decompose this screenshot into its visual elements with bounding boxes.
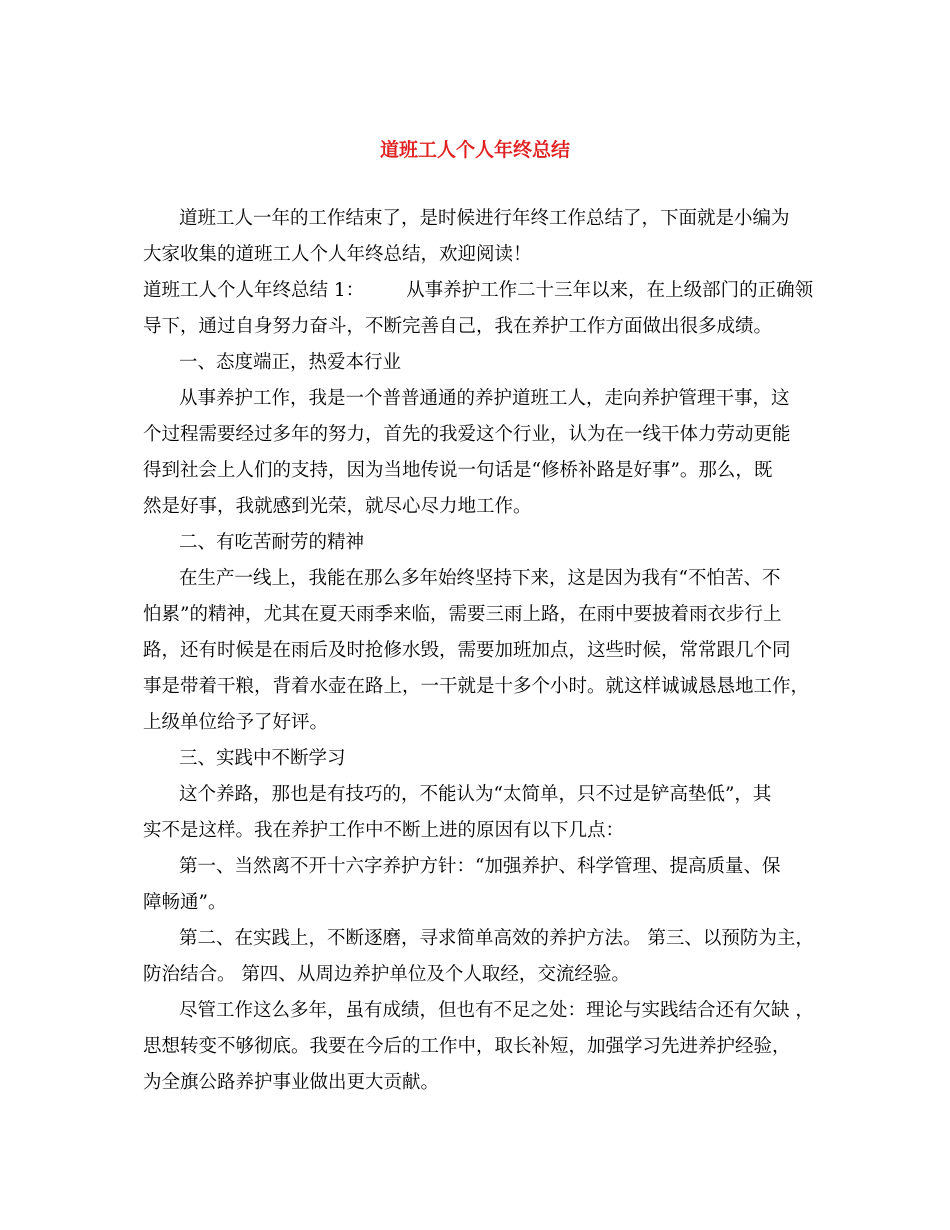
paragraph-line: 思想转变不够彻底。我要在今后的工作中，取长补短，加强学习先进养护经验， — [143, 1036, 791, 1057]
paragraph-line — [143, 278, 813, 304]
paragraph-line: 导下，通过自身努力奋斗，不断完善自己，我在养护工作方面做出很多成绩。 — [143, 316, 773, 337]
paragraph-line: 怕累”的精神，尤其在夏天雨季来临，需要三雨上路，在雨中要披着雨衣步行上 — [143, 604, 782, 625]
paragraph-line: 然是好事，我就感到光荣，就尽心尽力地工作。 — [143, 496, 532, 517]
paragraph-line: 路，还有时候是在雨后及时抢修水毁，需要加班加点，这些时候，常常跟几个同 — [143, 640, 791, 661]
document-title: 道班工人个人年终总结 — [379, 139, 570, 161]
paragraph-line: 大家收集的道班工人个人年终总结，欢迎阅读！ — [143, 244, 532, 265]
paragraph-line: 障畅通”。 — [143, 892, 227, 913]
paragraph-line: 事是带着干粮，背着水壶在路上，一干就是十多个小时。就这样诚诚恳恳地工作， — [143, 676, 810, 697]
paragraph-line: 在生产一线上，我能在那么多年始终坚持下来，这是因为我有“不怕苦、不 — [179, 568, 781, 589]
paragraph-line: 实不是这样。我在养护工作中不断上进的原因有以下几点： — [143, 820, 625, 841]
paragraph-line: 尽管工作这么多年，虽有成绩，但也有不足之处：理论与实践结合还有欠缺 ， — [179, 1000, 814, 1021]
section-heading: 三、实践中不断学习 — [179, 748, 346, 769]
summary-heading: 道班工人个人年终总结 1： — [143, 280, 365, 301]
paragraph-line: 第一、当然离不开十六字养护方针：“加强养护、科学管理、提高质量、保 — [179, 856, 781, 877]
paragraph-line: 防治结合。 第四、从周边养护单位及个人取经，交流经验。 — [143, 964, 630, 985]
paragraph-line: 个过程需要经过多年的努力，首先的我爱这个行业，认为在一线干体力劳动更能 — [143, 424, 791, 445]
paragraph-line: 得到社会上人们的支持，因为当地传说一句话是“修桥补路是好事”。那么，既 — [143, 460, 773, 481]
paragraph-line: 从事养护工作，我是一个普普通通的养护道班工人，走向养护管理干事，这 — [179, 388, 790, 409]
paragraph-line: 第二、在实践上，不断逐磨，寻求简单高效的养护方法。 第三、以预防为主， — [179, 928, 814, 949]
paragraph-line: 为全旗公路养护事业做出更大贡献。 — [143, 1072, 440, 1093]
paragraph-line: 这个养路，那也是有技巧的，不能认为“太简单，只不过是铲高垫低”，其 — [179, 784, 772, 805]
paragraph-line: 道班工人一年的工作结束了，是时候进行年终工作总结了，下面就是小编为 — [179, 208, 790, 229]
paragraph-text: 从事养护工作二十三年以来，在上级部门的正确领 — [406, 280, 814, 301]
section-heading: 一、态度端正，热爱本行业 — [179, 352, 402, 373]
paragraph-line: 上级单位给予了好评。 — [143, 712, 329, 733]
section-heading: 二、有吃苦耐劳的精神 — [179, 532, 365, 553]
